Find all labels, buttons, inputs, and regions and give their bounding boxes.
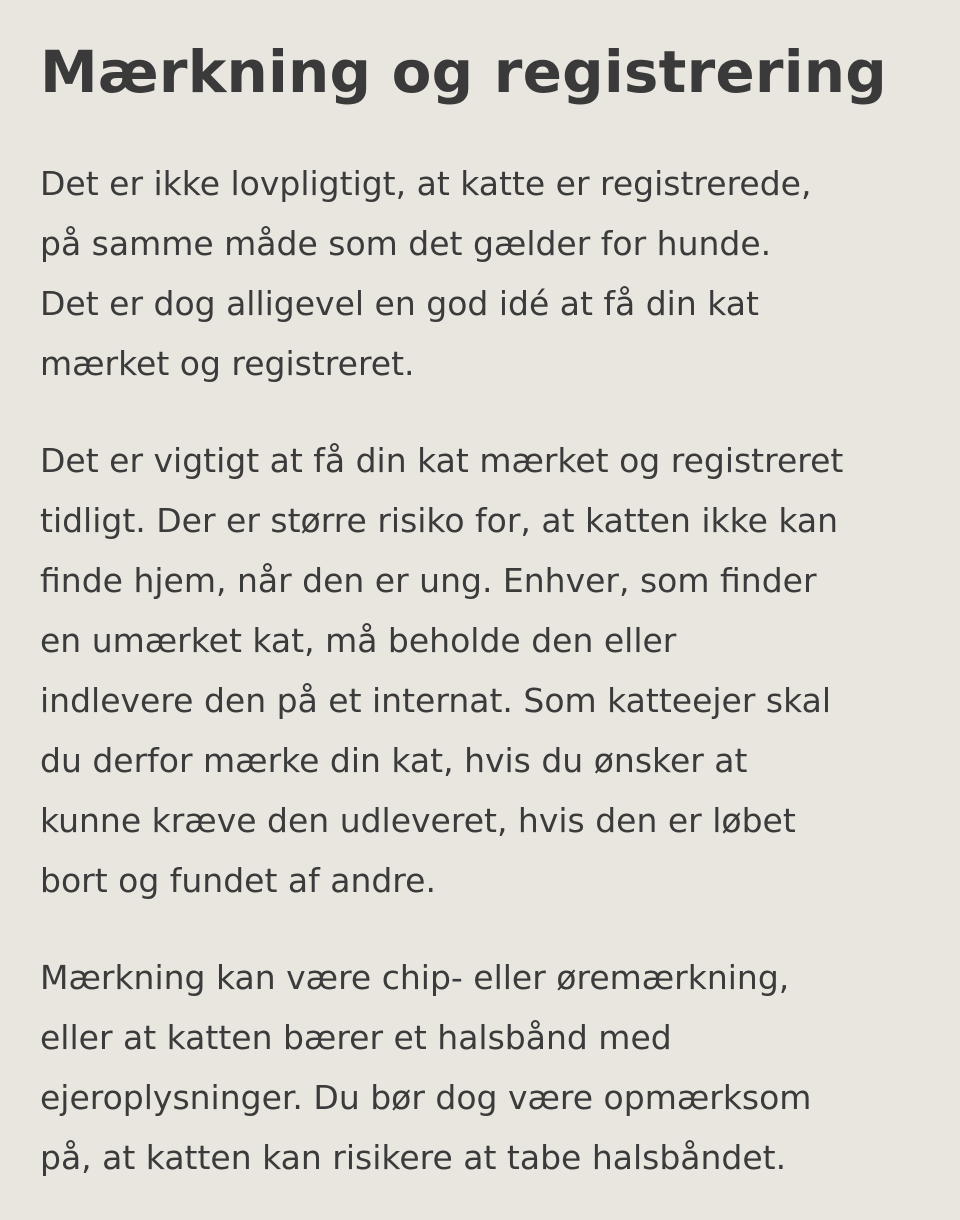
paragraph-line: kunne kræve den udleveret, hvis den er løbet (40, 801, 796, 840)
paragraph-line: Det er dog alligevel en god idé at få din kat (40, 284, 759, 323)
paragraph-line: Det er ikke lovpligtigt, at katte er registrerede, (40, 164, 812, 203)
paragraph-line: eller at katten bærer et halsbånd med (40, 1018, 672, 1057)
paragraph-line: indlevere den på et internat. Som katteejer skal (40, 681, 832, 720)
paragraph-line: Mærkning kan være chip- eller øremærkning, (40, 958, 790, 997)
paragraph-line: du derfor mærke din kat, hvis du ønsker at (40, 741, 748, 780)
paragraph-line: finde hjem, når den er ung. Enhver, som finder (40, 561, 817, 600)
paragraph-marking-types (40, 948, 920, 1188)
page-title: Mærkning og registrering (40, 38, 888, 106)
paragraph-line: ejeroplysninger. Du bør dog være opmærksom (40, 1078, 812, 1117)
paragraph-early-marking (40, 431, 920, 911)
paragraph-line: Det er vigtigt at få din kat mærket og registreret (40, 441, 844, 480)
paragraph-line: på samme måde som det gælder for hunde. (40, 224, 772, 263)
paragraph-line: tidligt. Der er større risiko for, at katten ikke kan (40, 501, 839, 540)
paragraph-line: en umærket kat, må beholde den eller (40, 621, 677, 660)
paragraph-line: på, at katten kan risikere at tabe halsbåndet. (40, 1138, 787, 1177)
paragraph-registration-not-mandatory (40, 154, 920, 394)
paragraph-line: bort og fundet af andre. (40, 861, 436, 900)
paragraph-line: mærket og registreret. (40, 344, 415, 383)
